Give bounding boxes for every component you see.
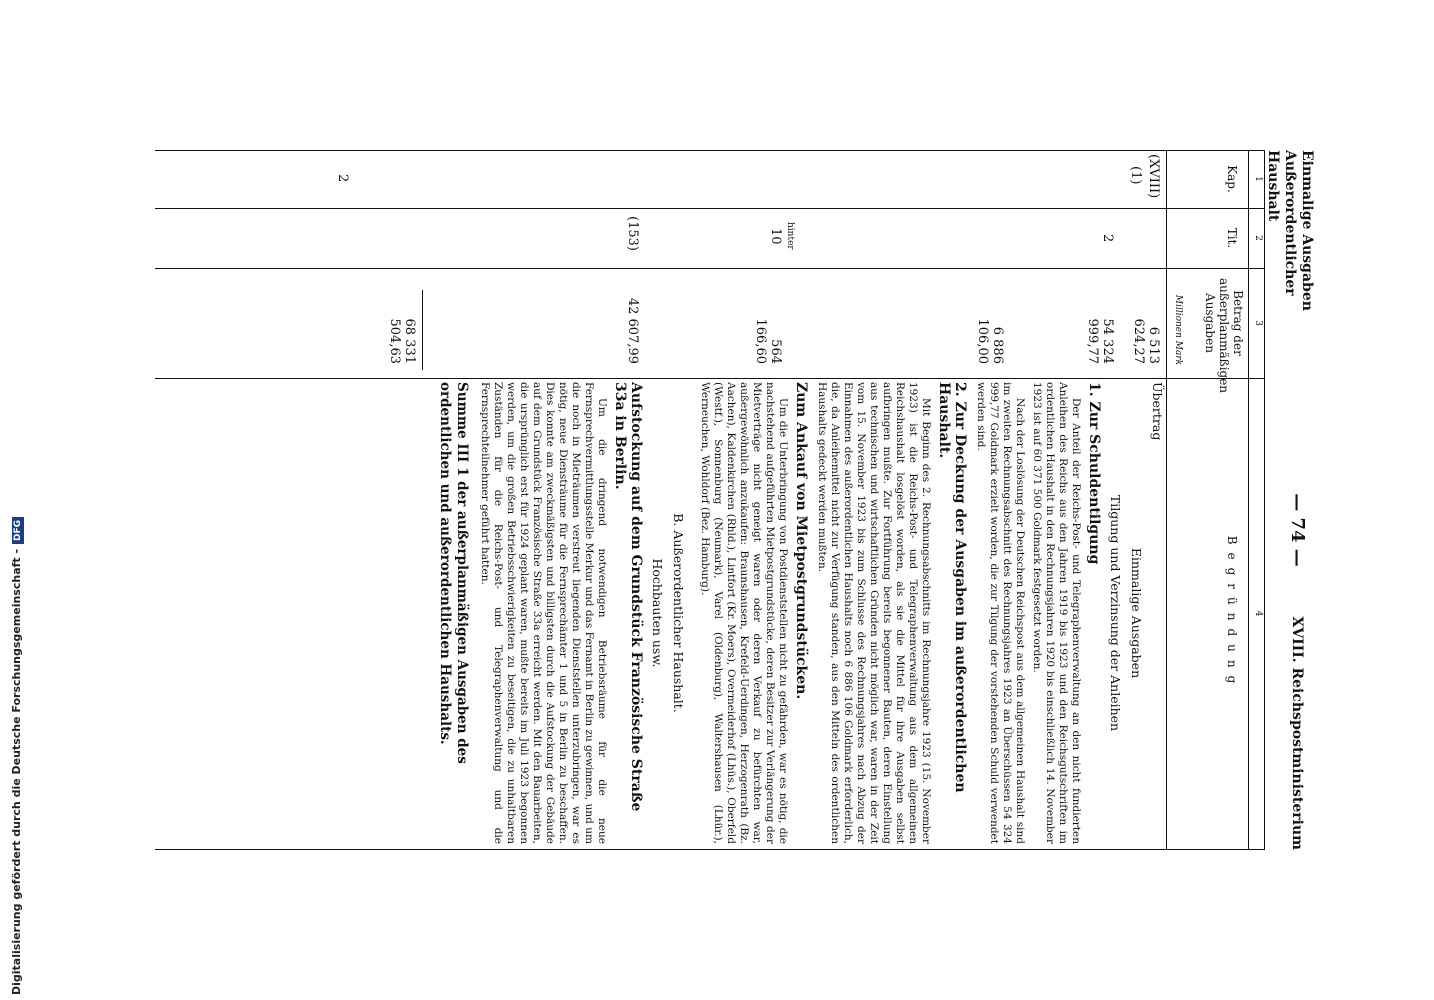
summary-line: Summe III 1 der außerplanmäßigen Ausgaben des ordentlichen und außerordentlichen Haushalts. [437, 382, 470, 764]
col-number-1: 1 [1253, 176, 1263, 182]
header-left-line1: Einmalige Ausgaben [1299, 150, 1315, 311]
header-ministry: XVIII. Reichspostministerium [1289, 616, 1305, 850]
amount-schuldentilgung: 54 324 999,77 [1085, 318, 1115, 364]
table-colnum-rule [1248, 150, 1249, 850]
page-number: — 74 — [1287, 493, 1308, 567]
heading-schuldentilgung: 1. Zur Schuldentilgung [1086, 382, 1102, 565]
col-header-begruendung: Begründung [1225, 535, 1239, 692]
digitization-credit [10, 517, 24, 995]
amount-ankauf: 564 166,60 [753, 318, 783, 364]
page-stage [155, 150, 1315, 870]
section-tilgung: Tilgung und Verzinsung der Anleihen [1108, 494, 1123, 732]
table-header-rule [1166, 150, 1167, 850]
sum-rule [422, 290, 423, 370]
dfg-logo: DFG [12, 517, 24, 544]
amount-uebertrag: 6 513 624,27 [1131, 318, 1161, 364]
paragraph-mietpost: Um die Unterbringung von Postdienststellen nicht zu gefährden, war es nötig, die nachstehend aufgeführten Mietpostgrundstücke, deren Besitzer zur Verlängerung der Mietverträge nicht geneigt waren oder deren Verkauf zu befürchten war, außergewöhnlich anzukaufen: Braunshausen, Krefeld-Uerdingen, Herzogenrath (Bz. Aachen), Kaldenkirchen (Rhld.), Lintfort (Kr. Moers), Overmeiderhof (Lhüs.), Oberfeld (Westf.), Sonnenburg (Neumark), Varel (Oldenburg), Waltershausen (Lhür.), Werneuchen, Wohldorf (Bez. Hamburg). [699, 382, 789, 844]
section-einmalige-ausgaben: Einmalige Ausgaben [1129, 547, 1144, 679]
kap-label-1: (1) [1128, 166, 1143, 185]
tit-label-hinter: hinter [785, 222, 795, 250]
header-left [1265, 150, 1315, 350]
table-divider-betrag [155, 378, 1265, 379]
col-header-betrag: Betrag der außerplanmäßigen Ausgaben [1203, 278, 1245, 394]
document-page [155, 150, 1315, 850]
heading-aufstockung: Aufstockung auf dem Grundstück Französische Straße 33a in Berlin. [612, 382, 644, 812]
header-left-line2: Außerordentlicher Haushalt [1265, 150, 1298, 296]
explanation-column [436, 382, 1165, 844]
col-number-4: 4 [1253, 610, 1263, 617]
col-header-kap: Kap. [1225, 165, 1239, 193]
table-divider-kap [155, 208, 1265, 209]
section-b-ausserordentlich: B. Außerordentlicher Haushalt. [671, 513, 686, 713]
table-divider-tit [155, 268, 1265, 269]
col-number-2: 2 [1253, 235, 1263, 241]
budget-table [155, 150, 1265, 850]
amount-deckung: 6 886 106,00 [975, 318, 1005, 364]
tit-label-2: 2 [1100, 234, 1115, 243]
unit-label: Millionen Mark [1173, 294, 1183, 366]
uebertrag-label: Übertrag [1150, 382, 1165, 441]
kap-label-xviii: (XVIII) [1146, 154, 1161, 199]
amount-aufstockung: 42 607,99 [625, 297, 640, 364]
kap-label-2: 2 [335, 174, 350, 183]
paragraph-betriebsraeume: Um die dringend notwendigen Betriebsräume für die neue Fernsprechvermittlungsstelle Merkur und das Fernamt in Berlin zu gewinnen, und um die noch in Mieträumen verstreut liegenden Dienststellen unterzubringen, war es nötig, neue Diensträume für die Fernsprechämter 1 und 5 in Berlin zu beschaffen. Dies konnte am zweckmäßigsten und billigsten durch die Aufstockung der Gebäude auf dem Grundstück Französische Straße 33a erreicht werden. Mit den Bauarbeiten, die ursprünglich erst für 1924 geplant waren, mußte bereits im Juli 1923 begonnen werden, um die großen Betriebsschwierigkeiten zu beseitigen, die zu unhaltbaren Zuständen für die Reichs-Post- und Telegraphenverwaltung und die Fernsprechteilnehmer geführt hatten. [479, 382, 608, 844]
heading-ankauf: Zum Ankauf von Mietpostgrundstücken. [793, 382, 809, 700]
table-border-left [155, 150, 1265, 151]
amount-summe: 68 331 504,63 [387, 318, 417, 364]
credit-text: Digitalisierung gefördert durch die Deutsche Forschungsgemeinschaft - [10, 548, 23, 995]
tit-label-153: (153) [625, 216, 640, 251]
paragraph-rechnungsabschnitt: Mit Beginn des 2. Rechnungsabschnitts im Rechnungsjahre 1923 (15. November 1923) ist die Reichs-Post- und Telegraphenverwaltung aus dem allgemeinen Reichshaushalt losgelöst worden, als sie die Mittel für ihre Ausgaben selbst aufbringen mußte. Zur Fortführung bereits begonnener Bauten, deren Einstellung aus technischen und wirtschaftlichen Gründen nicht möglich war, waren in der Zeit vom 15. November 1923 bis zum Schlusse des Rechnungsjahres nach Abzug der Einnahmen des außerordentlichen Haushalts noch 6 886 106 Goldmark erforderlich, die, da Anleihemittel nicht zur Verfügung standen, aus den Mitteln des ordentlichen Haushalts gedeckt werden mußten. [816, 382, 932, 844]
heading-deckung: 2. Zur Deckung der Ausgaben im außerordentlichen Haushalt. [936, 382, 968, 793]
col-number-3: 3 [1253, 320, 1263, 326]
paragraph-losloesung: Nach der Loslösung der Deutschen Reichspost aus dem allgemeinen Haushalt sind im zweiten Rechnungsabschnitt des Rechnungsjahres 1923 an Überschüssen 54 324 999,77 Goldmark erzielt worden, die zur Tilgung der vorstehenden Schuld verwendet werden sind. [975, 382, 1026, 844]
section-hochbauten: Hochbauten usw. [650, 558, 665, 668]
table-top-rule [1264, 150, 1265, 850]
tit-label-10: 10 [768, 228, 783, 245]
table-border-right [155, 849, 1265, 850]
paragraph-anteil: Der Anteil der Reichs-Post- und Telegraphenverwaltung an den nicht fundierten Anleihen des Reichs aus den Jahren 1919 bis 1923 und den Reichsgutschriften im ordentlichen Haushalt in den Rechnungsjahren 1920 bis einschließlich 14. November 1923 ist auf 60 371 500 Goldmark festgesetzt worden. [1031, 382, 1082, 844]
col-header-tit: Tit. [1225, 227, 1239, 249]
